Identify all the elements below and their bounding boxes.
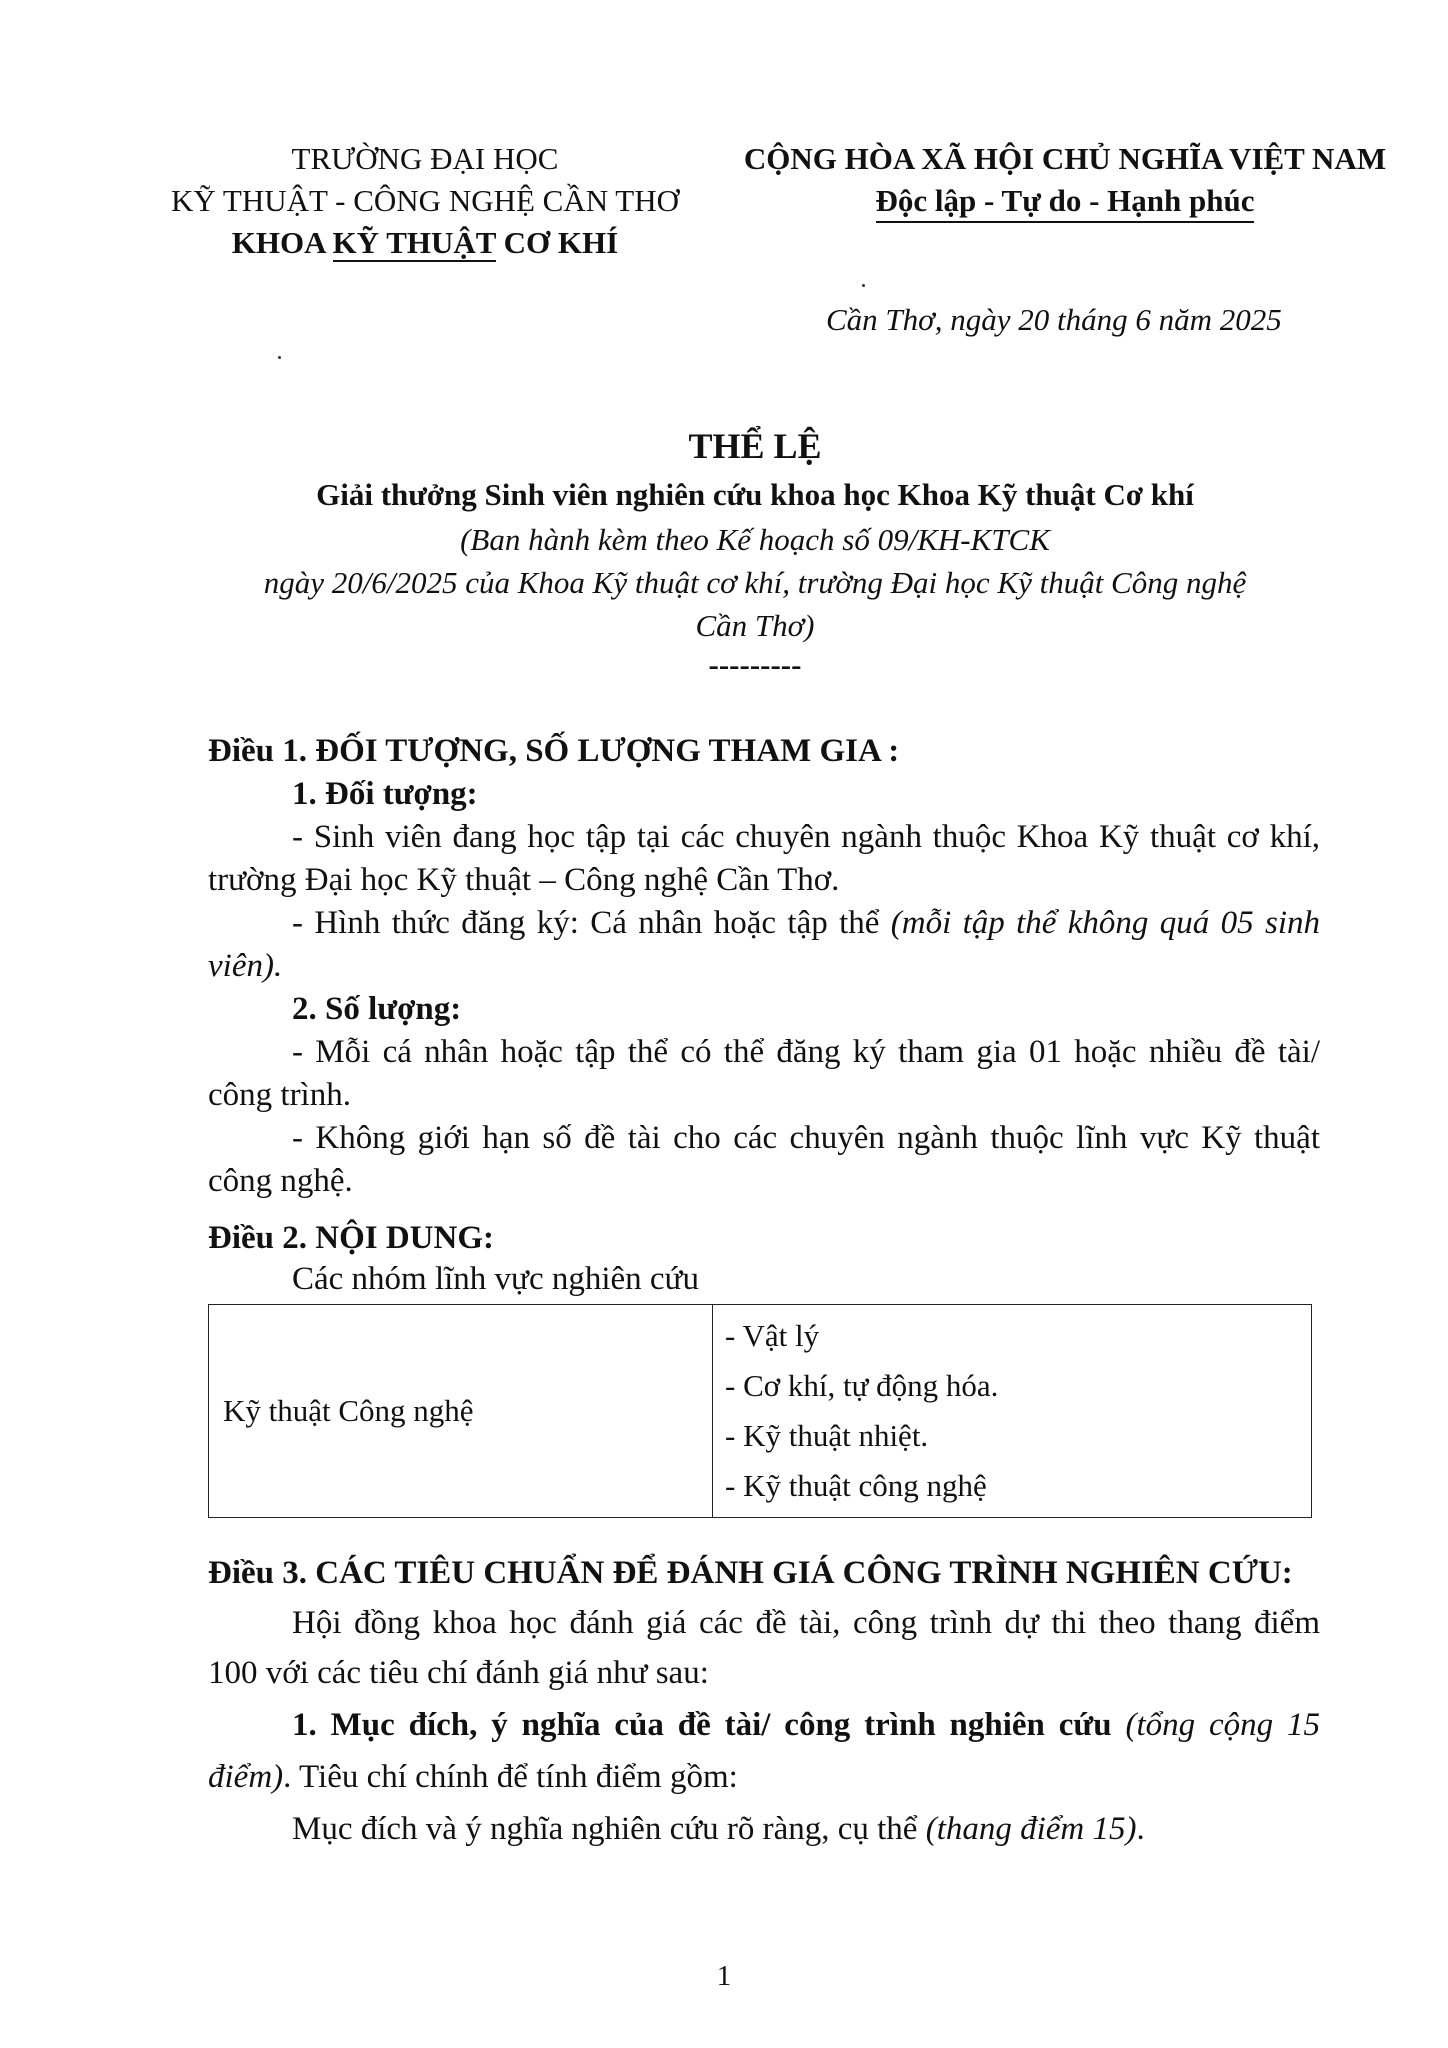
paragraph-line: - Mỗi cá nhân hoặc tập thể có thể đăng ký tham gia 01 hoặc nhiều đề tài/ bbox=[292, 1034, 1320, 1070]
document-subtitle: Giải thưởng Sinh viên nghiên cứu khoa học Khoa Kỹ thuật Cơ khí bbox=[316, 477, 1194, 512]
faculty-name-prefix: KHOA bbox=[231, 225, 333, 260]
paragraph-line: - Sinh viên đang học tập tại các chuyên ngành thuộc Khoa Kỹ thuật cơ khí, bbox=[292, 819, 1320, 855]
field-item: - Kỹ thuật nhiệt. bbox=[725, 1418, 929, 1453]
university-line-1: TRƯỜNG ĐẠI HỌC bbox=[291, 141, 559, 176]
faculty-name-underlined: KỸ THUẬT bbox=[332, 225, 496, 260]
stray-dot-mark bbox=[862, 284, 865, 287]
paragraph-line: Hội đồng khoa học đánh giá các đề tài, công trình dự thi theo thang điểm bbox=[292, 1605, 1320, 1641]
criterion-1-line bbox=[208, 1698, 1320, 1752]
paragraph-line: - Không giới hạn số đề tài cho các chuyên ngành thuộc lĩnh vực Kỹ thuật bbox=[292, 1120, 1320, 1156]
field-group-cell: Kỹ thuật Công nghệ bbox=[209, 1305, 713, 1518]
criterion-1-detail-scale: (thang điểm 15) bbox=[925, 1811, 1137, 1847]
issued-note-line-1: (Ban hành kèm theo Kế hoạch số 09/KH-KTCK bbox=[460, 522, 1050, 557]
separator: --------- bbox=[708, 647, 802, 682]
criterion-1-detail bbox=[208, 1802, 1320, 1856]
article-1-heading: Điều 1. ĐỐI TƯỢNG, SỐ LƯỢNG THAM GIA : bbox=[208, 733, 900, 769]
article-1-sub-2: 2. Số lượng: bbox=[292, 991, 462, 1027]
paragraph-line bbox=[208, 902, 1320, 945]
date-line: Cần Thơ, ngày 20 tháng 6 năm 2025 bbox=[826, 302, 1282, 337]
criterion-1-points: (tổng cộng 15 bbox=[1125, 1707, 1320, 1743]
paragraph-line: viên). bbox=[208, 948, 283, 984]
paragraph-line: trường Đại học Kỹ thuật – Công nghệ Cần Thơ. bbox=[208, 862, 840, 898]
stray-dot-mark bbox=[278, 356, 281, 359]
criterion-1-title: 1. Mục đích, ý nghĩa của đề tài/ công trình nghiên cứu bbox=[292, 1707, 1126, 1743]
registration-note: (mỗi tập thể không quá 05 sinh bbox=[890, 905, 1320, 941]
paragraph-line: công nghệ. bbox=[208, 1163, 353, 1199]
registration-text: - Hình thức đăng ký: Cá nhân hoặc tập thể bbox=[292, 905, 891, 941]
field-item: - Kỹ thuật công nghệ bbox=[725, 1468, 987, 1503]
issued-note-line-3: Cần Thơ) bbox=[695, 608, 815, 643]
faculty-name-suffix: CƠ KHÍ bbox=[495, 225, 619, 260]
field-list-cell bbox=[713, 1305, 1312, 1518]
title-block bbox=[190, 420, 1320, 683]
national-header bbox=[740, 138, 1390, 223]
criterion-1-detail-end: . bbox=[1136, 1811, 1145, 1847]
research-fields-table bbox=[208, 1304, 1312, 1518]
document-body bbox=[208, 730, 1320, 1856]
faculty-name bbox=[140, 222, 710, 264]
article-3-heading: Điều 3. CÁC TIÊU CHUẨN ĐỂ ĐÁNH GIÁ CÔNG TRÌNH NGHIÊN CỨU: bbox=[208, 1555, 1293, 1591]
document-title: THỂ LỆ bbox=[688, 426, 822, 466]
field-item: - Cơ khí, tự động hóa. bbox=[725, 1368, 999, 1403]
university-line-2: KỸ THUẬT - CÔNG NGHỆ CẦN THƠ bbox=[170, 183, 680, 218]
page-number: 1 bbox=[716, 1960, 732, 1992]
table-row bbox=[209, 1305, 1312, 1518]
article-2-heading: Điều 2. NỘI DUNG: bbox=[208, 1220, 494, 1256]
article-1-sub-1: 1. Đối tượng: bbox=[292, 776, 478, 812]
criterion-1-intro: . Tiêu chí chính để tính điểm gồm: bbox=[283, 1759, 738, 1795]
national-name: CỘNG HÒA XÃ HỘI CHỦ NGHĨA VIỆT NAM bbox=[743, 141, 1387, 176]
article-2-intro: Các nhóm lĩnh vực nghiên cứu bbox=[292, 1261, 699, 1297]
paragraph-line: 100 với các tiêu chí đánh giá như sau: bbox=[208, 1655, 709, 1691]
field-item: - Vật lý bbox=[725, 1318, 820, 1353]
criterion-1-detail-text: Mục đích và ý nghĩa nghiên cứu rõ ràng, cụ thể bbox=[292, 1811, 926, 1847]
paragraph-line: công trình. bbox=[208, 1077, 351, 1113]
criterion-1-line-2 bbox=[208, 1752, 1320, 1802]
national-motto: Độc lập - Tự do - Hạnh phúc bbox=[876, 181, 1255, 223]
institution-header bbox=[140, 138, 710, 264]
criterion-1-points-end: điểm) bbox=[208, 1759, 284, 1795]
issued-note-line-2: ngày 20/6/2025 của Khoa Kỹ thuật cơ khí, trường Đại học Kỹ thuật Công nghệ bbox=[263, 565, 1247, 600]
